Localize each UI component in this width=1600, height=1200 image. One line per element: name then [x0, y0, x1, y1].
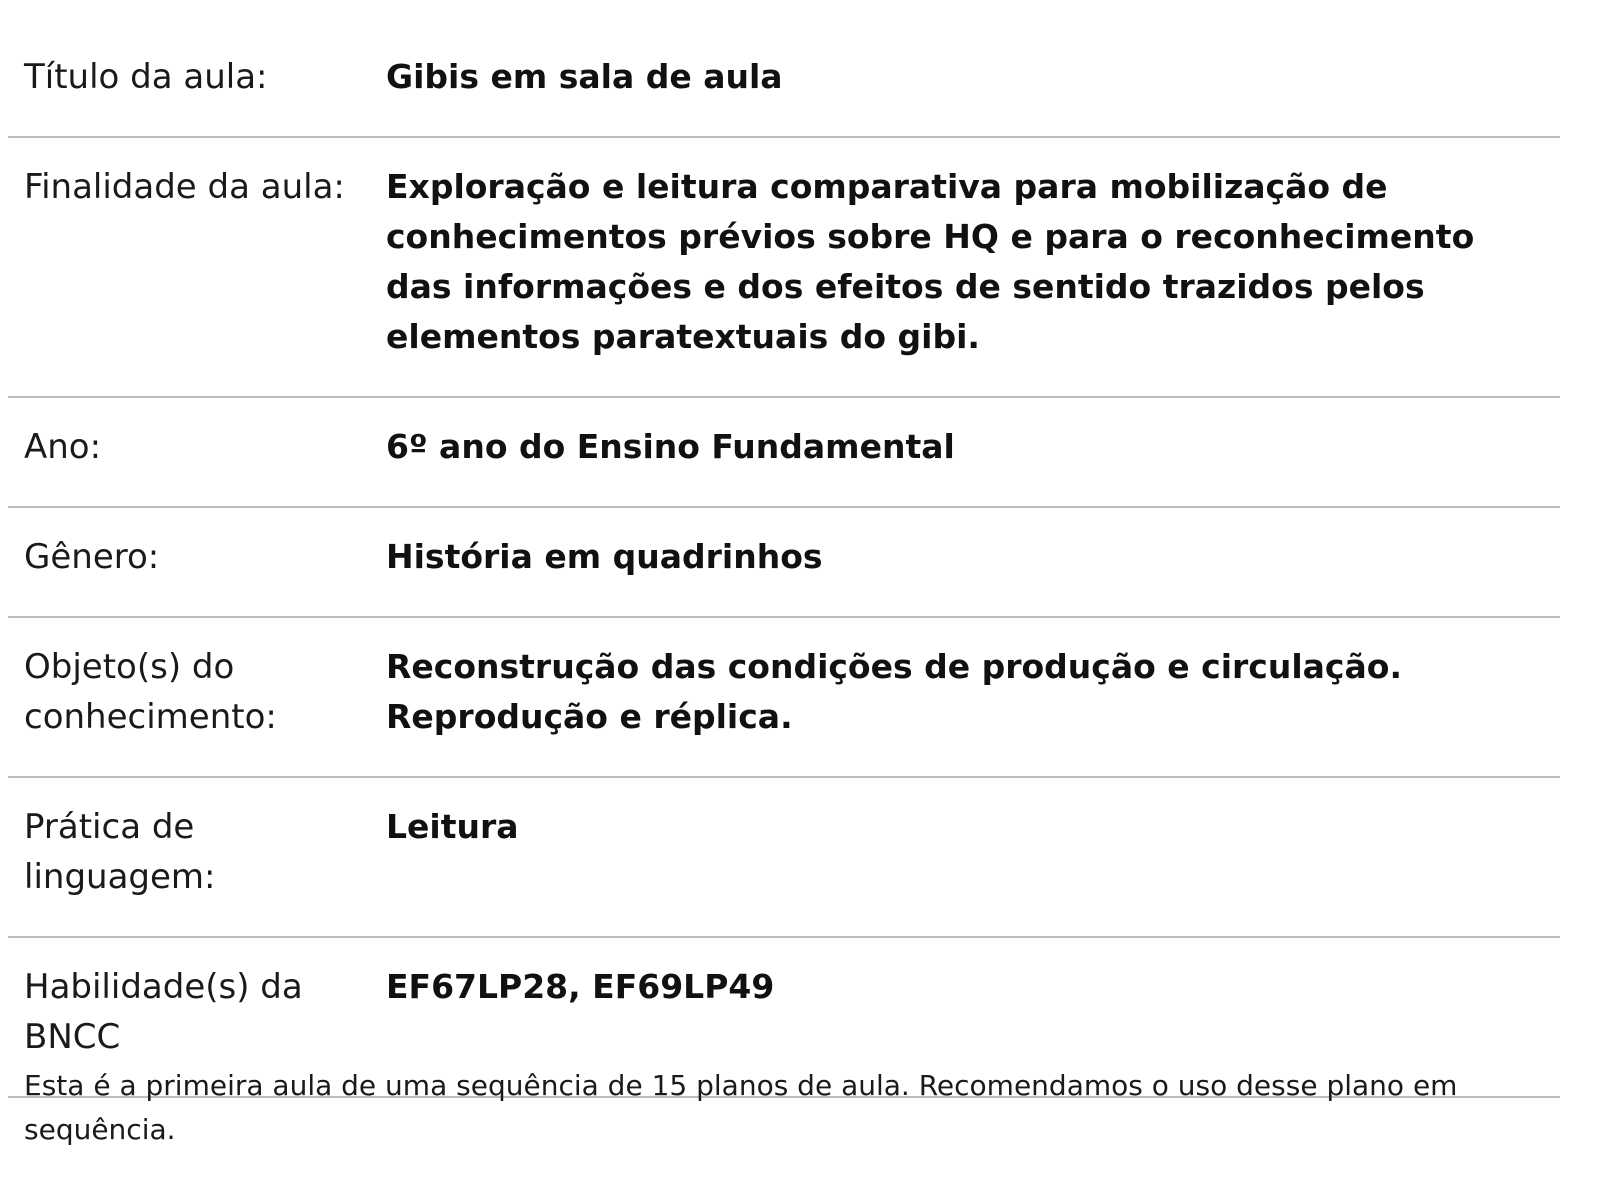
value-line: Reconstrução das condições de produção e circulação. [386, 647, 1402, 686]
label-lesson-title: Título da aula: [24, 57, 268, 97]
value-line: História em quadrinhos [386, 537, 823, 576]
sequence-footnote: Esta é a primeira aula de uma sequência de 15 planos de aula. Recomendamos o uso desse plano em sequência. [24, 1069, 1458, 1146]
value-line: 6º ano do Ensino Fundamental [386, 427, 955, 466]
label-genre: Gênero: [24, 537, 160, 577]
value-language-practice [386, 777, 1560, 937]
lesson-info-table [8, 28, 1560, 1098]
row-school-year [8, 397, 1560, 507]
value-line: Gibis em sala de aula [386, 57, 783, 96]
row-lesson-purpose [8, 137, 1560, 397]
label-knowledge-objects: Objeto(s) do conhecimento: [24, 647, 277, 737]
row-knowledge-objects [8, 617, 1560, 777]
row-lesson-title [8, 28, 1560, 137]
label-language-practice: Prática de linguagem: [24, 807, 216, 897]
value-lesson-purpose [386, 137, 1560, 397]
label-bncc-skills: Habilidade(s) da BNCC [24, 967, 303, 1057]
value-line: EF67LP28, EF69LP49 [386, 967, 775, 1006]
value-genre [386, 507, 1560, 617]
value-line: Exploração e leitura comparativa para mobilização de conhecimentos prévios sobre HQ e para o reconhecimento das informações e dos efeitos de sentido trazidos pelos elementos paratextuais do gibi. [386, 167, 1475, 356]
value-school-year [386, 397, 1560, 507]
value-knowledge-objects [386, 617, 1560, 777]
value-line: Reprodução e réplica. [386, 697, 793, 736]
value-line: Leitura [386, 807, 519, 846]
label-school-year: Ano: [24, 427, 102, 467]
label-lesson-purpose: Finalidade da aula: [24, 167, 345, 207]
row-language-practice [8, 777, 1560, 937]
value-lesson-title [386, 28, 1560, 137]
row-genre [8, 507, 1560, 617]
